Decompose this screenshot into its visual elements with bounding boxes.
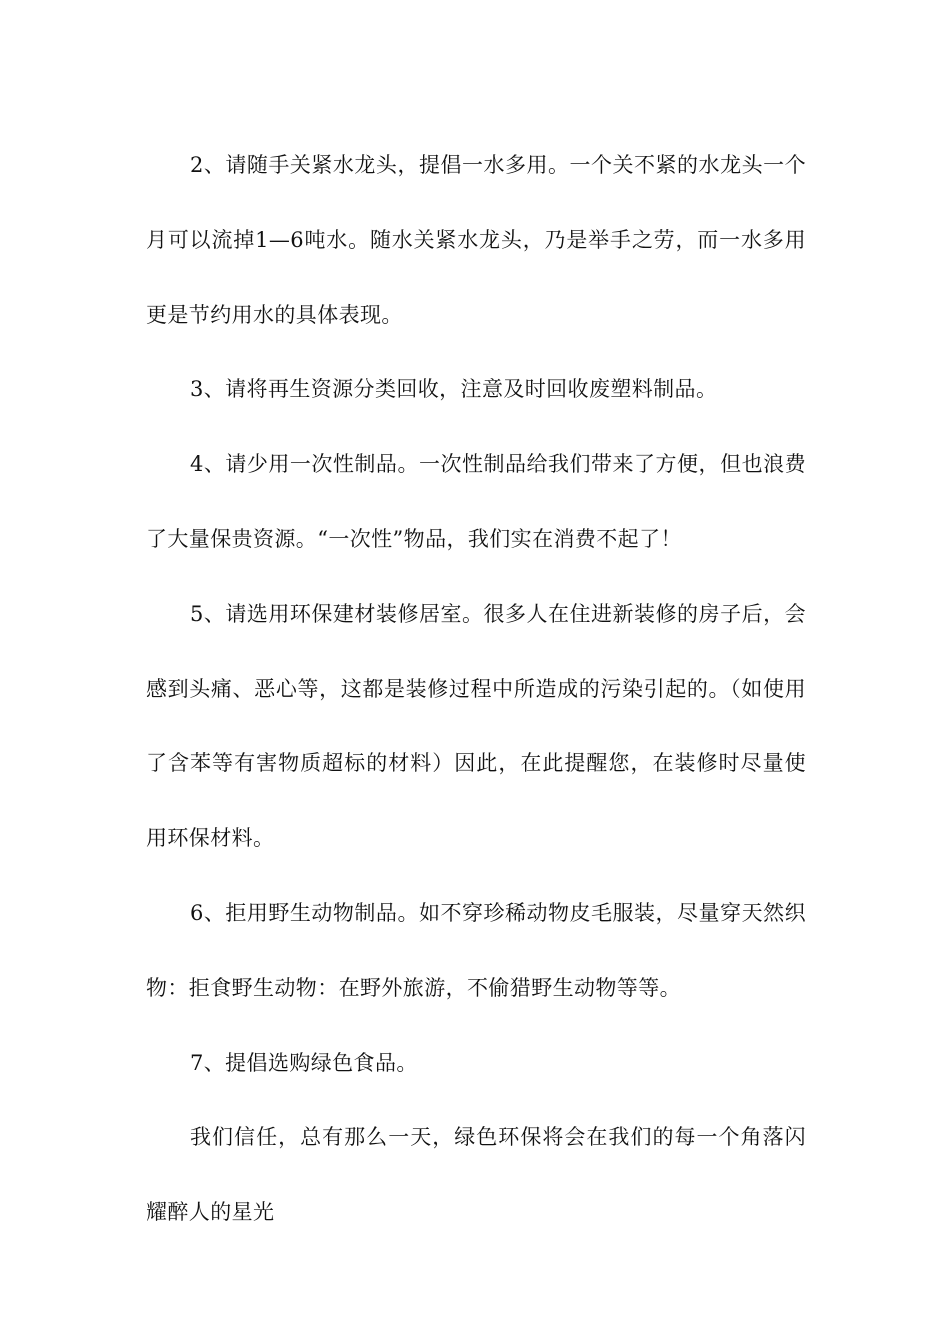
- paragraph-closing: 我们信任，总有那么一天，绿色环保将会在我们的每一个角落闪耀醉人的星光: [146, 1125, 806, 1225]
- paragraph-eco-materials: 5、请选用环保建材装修居室。很多人在住进新装修的房子后，会感到头痛、恶心等，这都是装修过程中所造成的污染引起的。（如使用了含苯等有害物质超标的材料）因此，在此提醒您，在装修时尽量使用环保材料。: [146, 601, 806, 851]
- document-body: [146, 128, 806, 1250]
- paragraph-disposables: 4、请少用一次性制品。一次性制品给我们带来了方便，但也浪费了大量保贵资源。“一次性”物品，我们实在消费不起了！: [146, 452, 806, 551]
- paragraph-recycling: 3、请将再生资源分类回收，注意及时回收废塑料制品。: [190, 377, 718, 402]
- paragraph-wildlife: 6、拒用野生动物制品。如不穿珍稀动物皮毛服装，尽量穿天然织物：拒食野生动物：在野外旅游，不偷猎野生动物等等。: [146, 900, 806, 1000]
- paragraph-green-food: 7、提倡选购绿色食品。: [190, 1050, 418, 1075]
- paragraph-water-saving: 2、请随手关紧水龙头，提倡一水多用。一个关不紧的水龙头一个月可以流掉1—6吨水。随水关紧水龙头，乃是举手之劳，而一水多用更是节约用水的具体表现。: [146, 153, 806, 327]
